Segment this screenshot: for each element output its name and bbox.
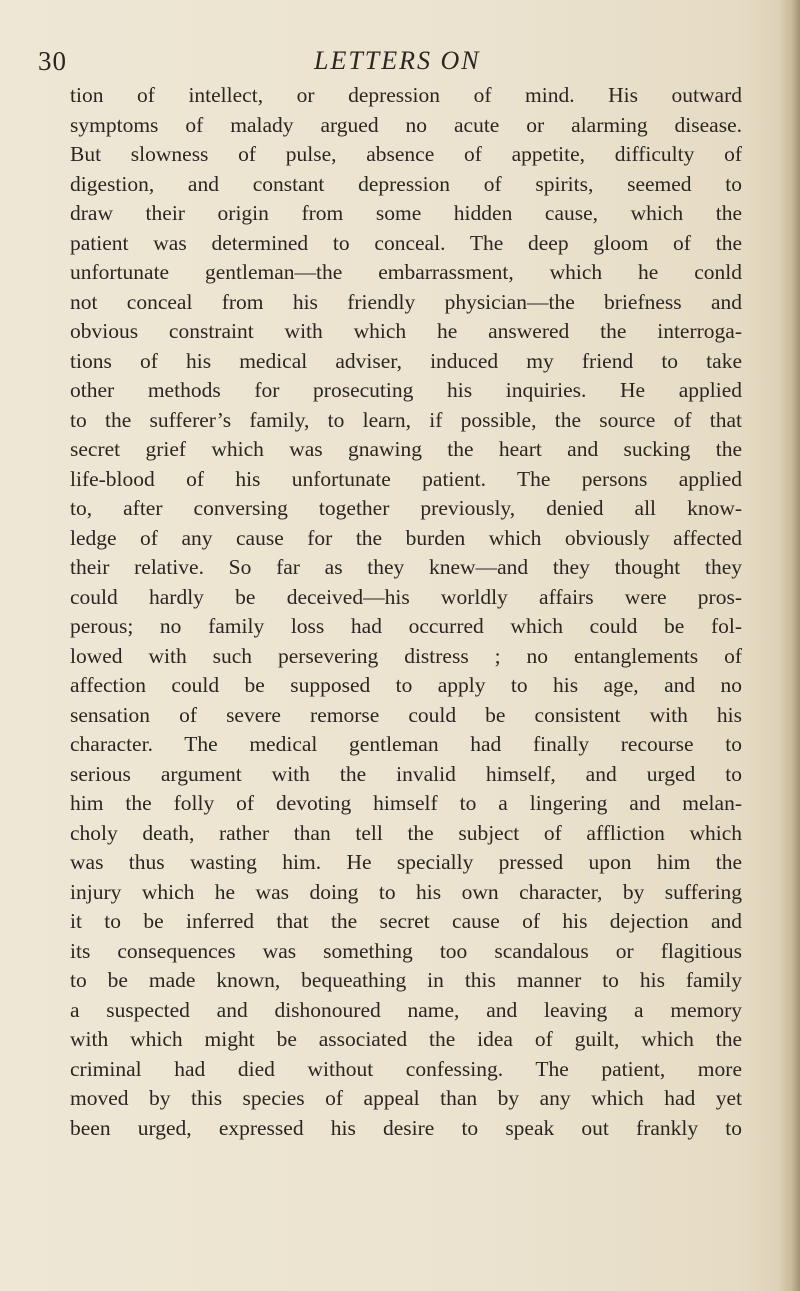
text-line: unfortunate gentleman—the embarrassment, which he conld xyxy=(70,260,742,284)
text-line: a suspected and dishonoured name, and leaving a memory xyxy=(70,997,742,1022)
text-line: affection could be supposed to apply to his age, and no xyxy=(70,673,742,697)
page-header xyxy=(0,46,800,86)
text-line: life-blood of his unfortunate patient. The persons applied xyxy=(70,466,742,491)
text-line: ledge of any cause for the burden which obviously affected xyxy=(70,525,742,550)
page-edge-shadow xyxy=(778,0,800,1291)
text-line: draw their origin from some hidden cause, which the xyxy=(70,201,742,225)
text-line: it to be inferred that the secret cause of his dejection and xyxy=(70,909,742,933)
text-line: obvious constraint with which he answered the interroga- xyxy=(70,319,742,343)
text-line: digestion, and constant depression of spirits, seemed to xyxy=(70,171,742,196)
text-line: criminal had died without confessing. The patient, more xyxy=(70,1056,742,1081)
text-line: with which might be associated the idea of guilt, which the xyxy=(70,1027,742,1051)
text-line: been urged, expressed his desire to speak out frankly to xyxy=(70,1115,742,1140)
text-line: other methods for prosecuting his inquiries. He applied xyxy=(70,378,742,402)
text-line: serious argument with the invalid himself, and urged to xyxy=(70,761,742,786)
text-line: moved by this species of appeal than by any which had yet xyxy=(70,1086,742,1110)
text-line: to the sufferer’s family, to learn, if possible, the source of that xyxy=(70,407,742,432)
running-head: LETTERS ON xyxy=(314,46,481,75)
text-line: was thus wasting him. He specially pressed upon him the xyxy=(70,850,742,874)
text-line: tions of his medical adviser, induced my friend to take xyxy=(70,348,742,373)
text-line: symptoms of malady argued no acute or alarming disease. xyxy=(70,112,742,137)
text-line: choly death, rather than tell the subject of affliction which xyxy=(70,820,742,845)
text-line: him the folly of devoting himself to a lingering and melan- xyxy=(70,791,742,815)
text-line: injury which he was doing to his own character, by suffering xyxy=(70,879,742,904)
text-line: sensation of severe remorse could be consistent with his xyxy=(70,702,742,727)
text-line: patient was determined to conceal. The deep gloom of the xyxy=(70,230,742,255)
text-line: But slowness of pulse, absence of appetite, difficulty of xyxy=(70,142,742,166)
text-line: character. The medical gentleman had finally recourse to xyxy=(70,732,742,756)
text-line: its consequences was something too scandalous or flagitious xyxy=(70,938,742,963)
body-text xyxy=(70,81,742,1143)
text-line: not conceal from his friendly physician—the briefness and xyxy=(70,289,742,314)
text-line: tion of intellect, or depression of mind. His outward xyxy=(70,83,742,107)
text-line: to, after conversing together previously, denied all know- xyxy=(70,496,742,520)
text-line: could hardly be deceived—his worldly affairs were pros- xyxy=(70,584,742,609)
text-line: perous; no family loss had occurred which could be fol- xyxy=(70,614,742,638)
text-line: lowed with such persevering distress ; no entanglements of xyxy=(70,643,742,668)
text-line: their relative. So far as they knew—and they thought they xyxy=(70,555,742,579)
page-number: 30 xyxy=(38,46,67,76)
text-line: to be made known, bequeathing in this manner to his family xyxy=(70,968,742,992)
text-line: secret grief which was gnawing the heart and sucking the xyxy=(70,437,742,461)
